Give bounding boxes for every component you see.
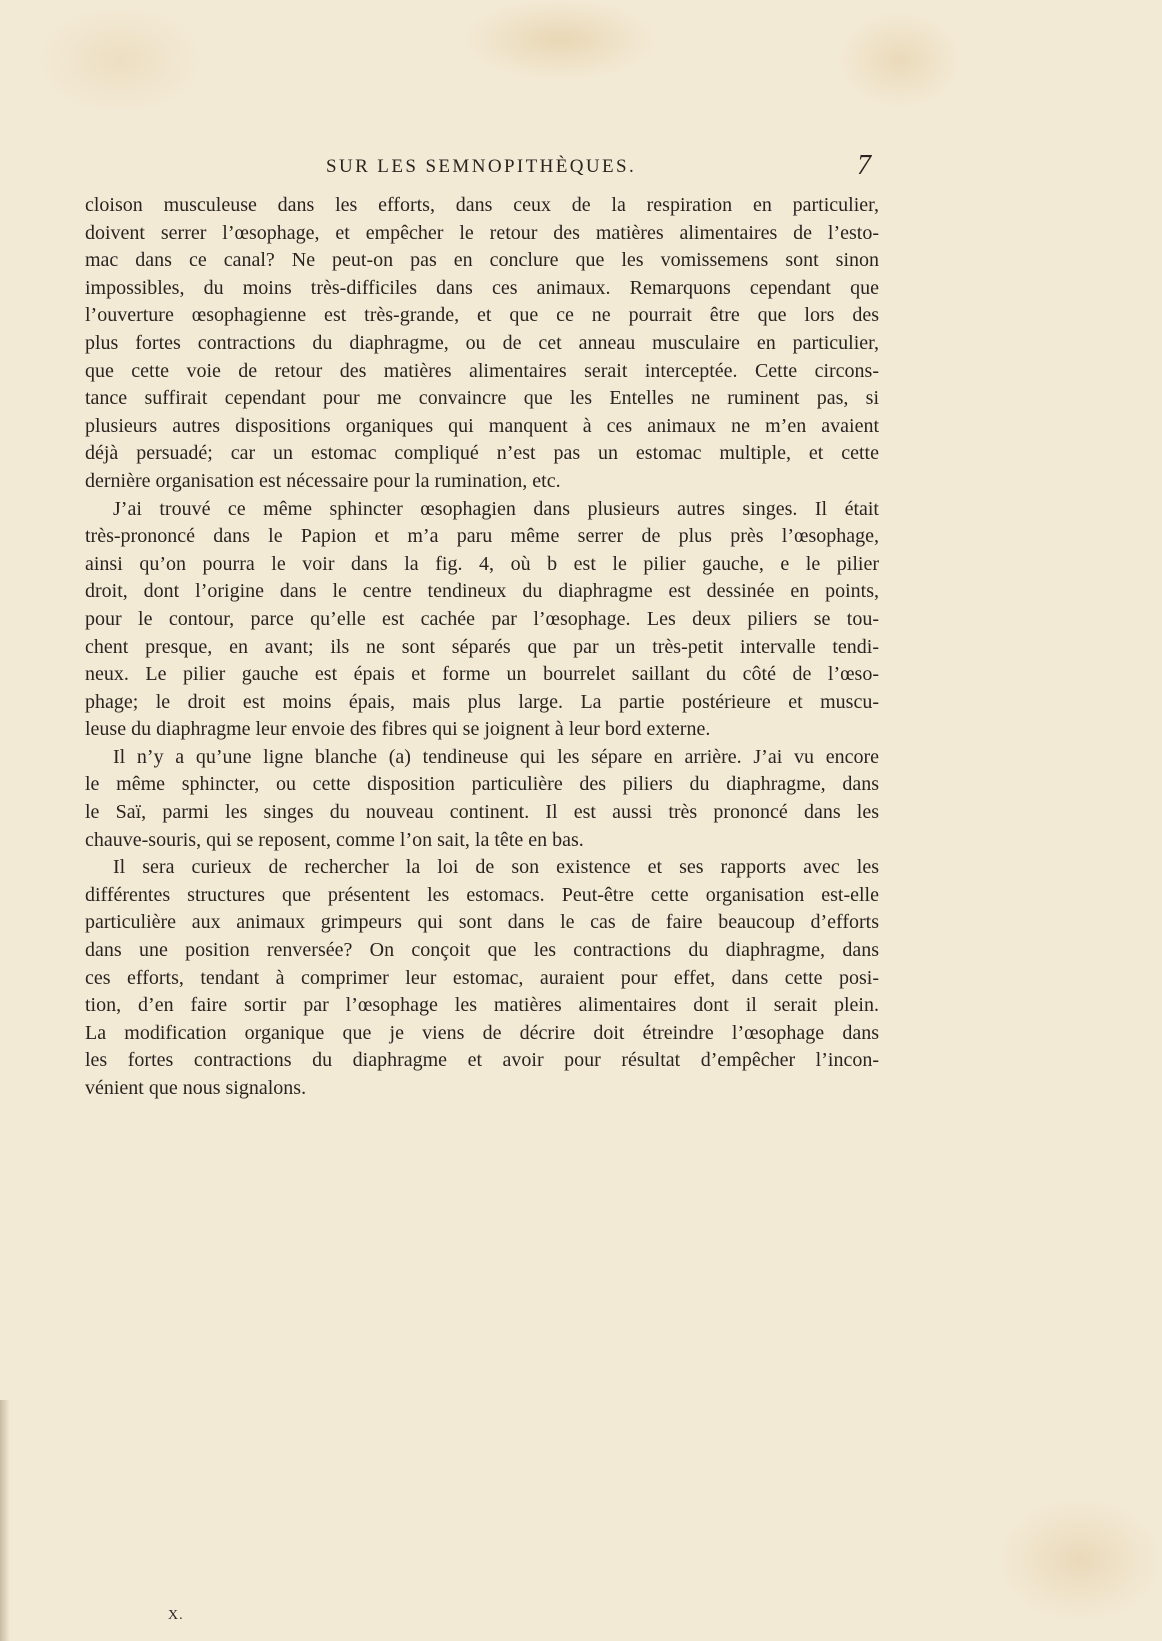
text-line: chent presque, en avant; ils ne sont séparés que par un très-petit intervalle tendi- <box>85 635 879 658</box>
text-line: Il n’y a qu’une ligne blanche (a) tendineuse qui les sépare en arrière. J’ai vu encore <box>113 745 879 768</box>
text-line: que cette voie de retour des matières alimentaires serait interceptée. Cette circons- <box>85 359 879 382</box>
text-line: doivent serrer l’œsophage, et empêcher le retour des matières alimentaires de l’esto- <box>85 221 879 244</box>
text-line: droit, dont l’origine dans le centre tendineux du diaphragme est dessinée en points, <box>85 580 879 603</box>
text-line: J’ai trouvé ce même sphincter œsophagien dans plusieurs autres singes. Il était <box>113 497 879 520</box>
text-line: l’ouverture œsophagienne est très-grande, et que ce ne pourrait être que lors des <box>85 304 879 327</box>
text-line: les fortes contractions du diaphragme et avoir pour résultat d’empêcher l’incon- <box>85 1049 879 1072</box>
text-line: leuse du diaphragme leur envoie des fibres qui se joignent à leur bord externe. <box>85 718 711 741</box>
text-line: phage; le droit est moins épais, mais plus large. La partie postérieure et muscu- <box>85 690 879 713</box>
text-line: cloison musculeuse dans les efforts, dans ceux de la respiration en particulier, <box>85 194 879 216</box>
text-line: dernière organisation est nécessaire pour la rumination, etc. <box>85 469 561 492</box>
text-line: tion, d’en faire sortir par l’œsophage les matières alimentaires dont il serait plein. <box>85 994 879 1017</box>
text-line: tance suffirait cependant pour me convaincre que les Entelles ne ruminent pas, si <box>85 387 879 410</box>
text-line: Il sera curieux de rechercher la loi de son existence et ses rapports avec les <box>113 856 879 879</box>
text-line: impossibles, du moins très-difficiles dans ces animaux. Remarquons cependant que <box>85 276 879 299</box>
text-line: particulière aux animaux grimpeurs qui sont dans le cas de faire beaucoup d’efforts <box>85 911 879 934</box>
page-edge-shadow <box>0 1400 10 1641</box>
text-line: neux. Le pilier gauche est épais et forme un bourrelet saillant du côté de l’œso- <box>85 663 879 686</box>
text-line: ainsi qu’on pourra le voir dans la fig. 4, où b est le pilier gauche, e le pilier <box>85 552 879 575</box>
text-line: dans une position renversée? On conçoit que les contractions du diaphragme, dans <box>85 939 879 962</box>
text-line: chauve-souris, qui se reposent, comme l’on sait, la tête en bas. <box>85 828 584 851</box>
text-line: déjà persuadé; car un estomac compliqué n’est pas un estomac multiple, et cette <box>85 442 879 465</box>
text-line: ces efforts, tendant à comprimer leur estomac, auraient pour effet, dans cette posi- <box>85 966 879 989</box>
body-text <box>85 192 879 1103</box>
text-line: très-prononcé dans le Papion et m’a paru même serrer de plus près l’œsophage, <box>85 525 879 548</box>
running-head: SUR LES SEMNOPITHÈQUES. <box>326 156 637 177</box>
text-line: différentes structures que présentent les estomacs. Peut-être cette organisation est-elle <box>85 883 879 906</box>
text-line: pour le contour, parce qu’elle est cachée par l’œsophage. Les deux piliers se tou- <box>85 607 879 630</box>
text-line: plusieurs autres dispositions organiques qui manquent à ces animaux ne m’en avaient <box>85 414 879 437</box>
text-line: plus fortes contractions du diaphragme, ou de cet anneau musculaire en particulier, <box>85 331 879 354</box>
text-line: La modification organique que je viens de décrire doit étreindre l’œsophage dans <box>85 1021 879 1044</box>
text-line: le même sphincter, ou cette disposition particulière des piliers du diaphragme, dans <box>85 773 879 796</box>
text-line: le Saï, parmi les singes du nouveau continent. Il est aussi très prononcé dans les <box>85 801 879 824</box>
text-line: vénient que nous signalons. <box>85 1077 307 1099</box>
text-line: mac dans ce canal? Ne peut-on pas en conclure que les vomissemens sont sinon <box>85 249 879 272</box>
signature-mark: X. <box>168 1608 184 1623</box>
page-number: 7 <box>857 150 871 181</box>
